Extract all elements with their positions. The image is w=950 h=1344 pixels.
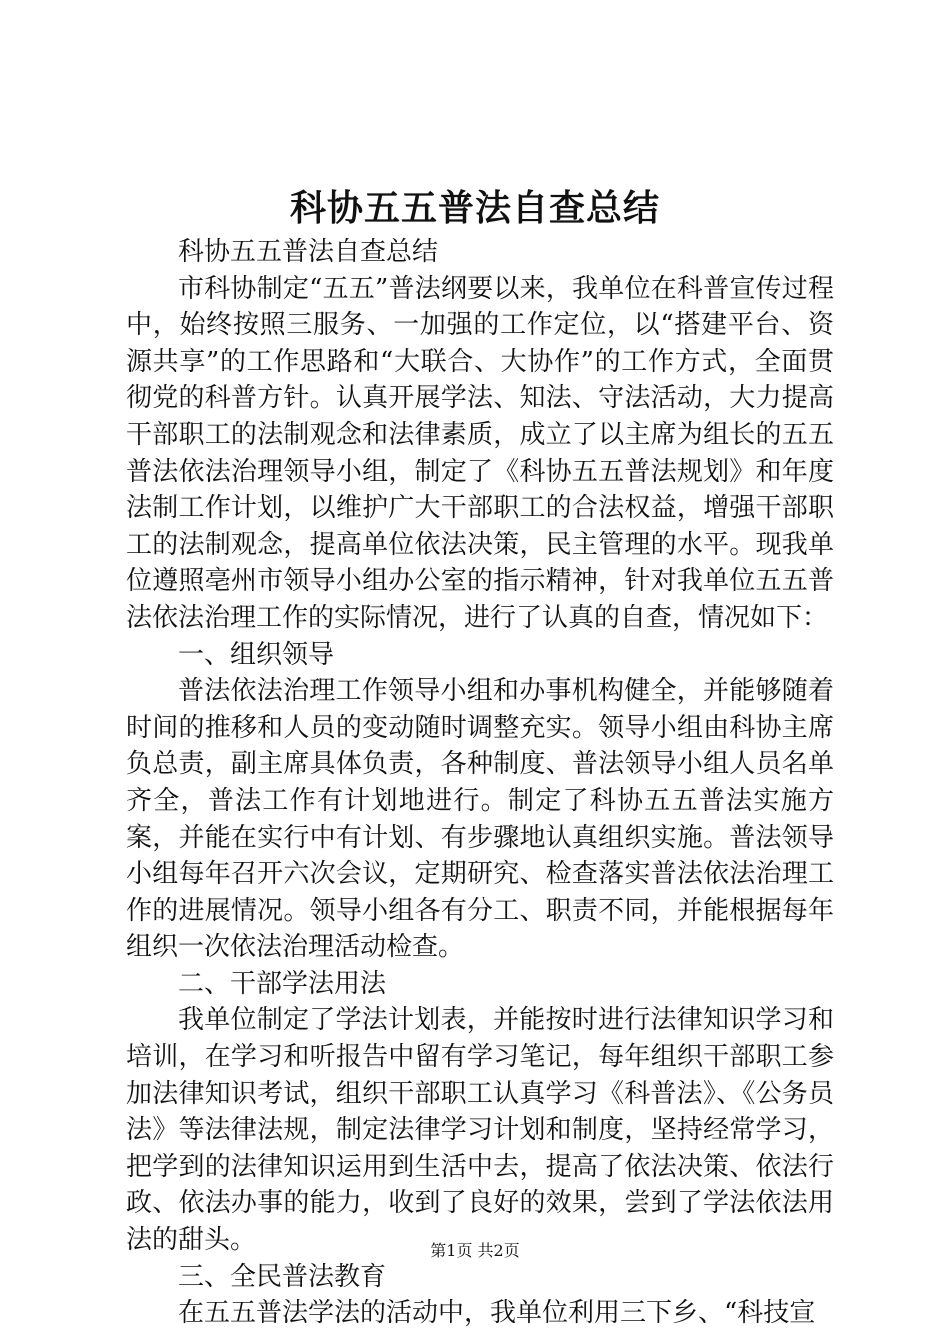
- document-title: 科协五五普法自查总结: [289, 187, 660, 229]
- subtitle-line: 科协五五普法自查总结: [178, 237, 439, 267]
- paragraph-public-education: 在五五普法学法的活动中，我单位利用三下乡、“科技宣: [178, 1298, 816, 1329]
- paragraph-intro: 市科协制定“五五”普法纲要以来，我单位在科普宣传过程中，始终按照三服务、一加强的工作定位，以“搭建平台、资源共享”的工作思路和“大联合、大协作”的工作方式，全面贯彻党的科普方针。认真开展学法、知法、守法活动，大力提高干部职工的法制观念和法律素质，成立了以主席为组长的五五普法依法治理领导小组，制定了《科协五五普法规划》和年度法制工作计划，以维护广大干部职工的合法权益，增强干部职工的法制观念，提高单位依法决策，民主管理的水平。现我单位遵照亳州市领导小组办公室的指示精神，针对我单位五五普法依法治理工作的实际情况，进行了认真的自查，情况如下：: [126, 273, 834, 633]
- page-number-footer: 第1页 共2页: [430, 1241, 520, 1260]
- paragraph-cadre-study: 我单位制定了学法计划表，并能按时进行法律知识学习和培训，在学习和听报告中留有学习笔记，每年组织干部职工参加法律知识考试，组织干部职工认真学习《科普法》、《公务员法》等法律法规，制定法律学习计划和制度，坚持经常学习，把学到的法律知识运用到生活中去，提高了依法决策、依法行政、依法办事的能力，收到了良好的效果，尝到了学法依法用法的甜头。: [126, 1005, 834, 1256]
- paragraph-organization: 普法依法治理工作领导小组和办事机构健全，并能够随着时间的推移和人员的变动随时调整充实。领导小组由科协主席负总责，副主席具体负责，各种制度、普法领导小组人员名单齐全，普法工作有计划地进行。制定了科协五五普法实施方案，并能在实行中有计划、有步骤地认真组织实施。普法领导小组每年召开六次会议，定期研究、检查落实普法依法治理工作的进展情况。领导小组各有分工、职责不同，并能根据每年组织一次依法治理活动检查。: [126, 676, 834, 963]
- document-body: [126, 234, 834, 1332]
- section-heading-cadre-study: 二、干部学法用法: [178, 968, 387, 999]
- section-heading-public-education: 三、全民普法教育: [178, 1261, 387, 1292]
- section-heading-organization: 一、组织领导: [178, 639, 335, 670]
